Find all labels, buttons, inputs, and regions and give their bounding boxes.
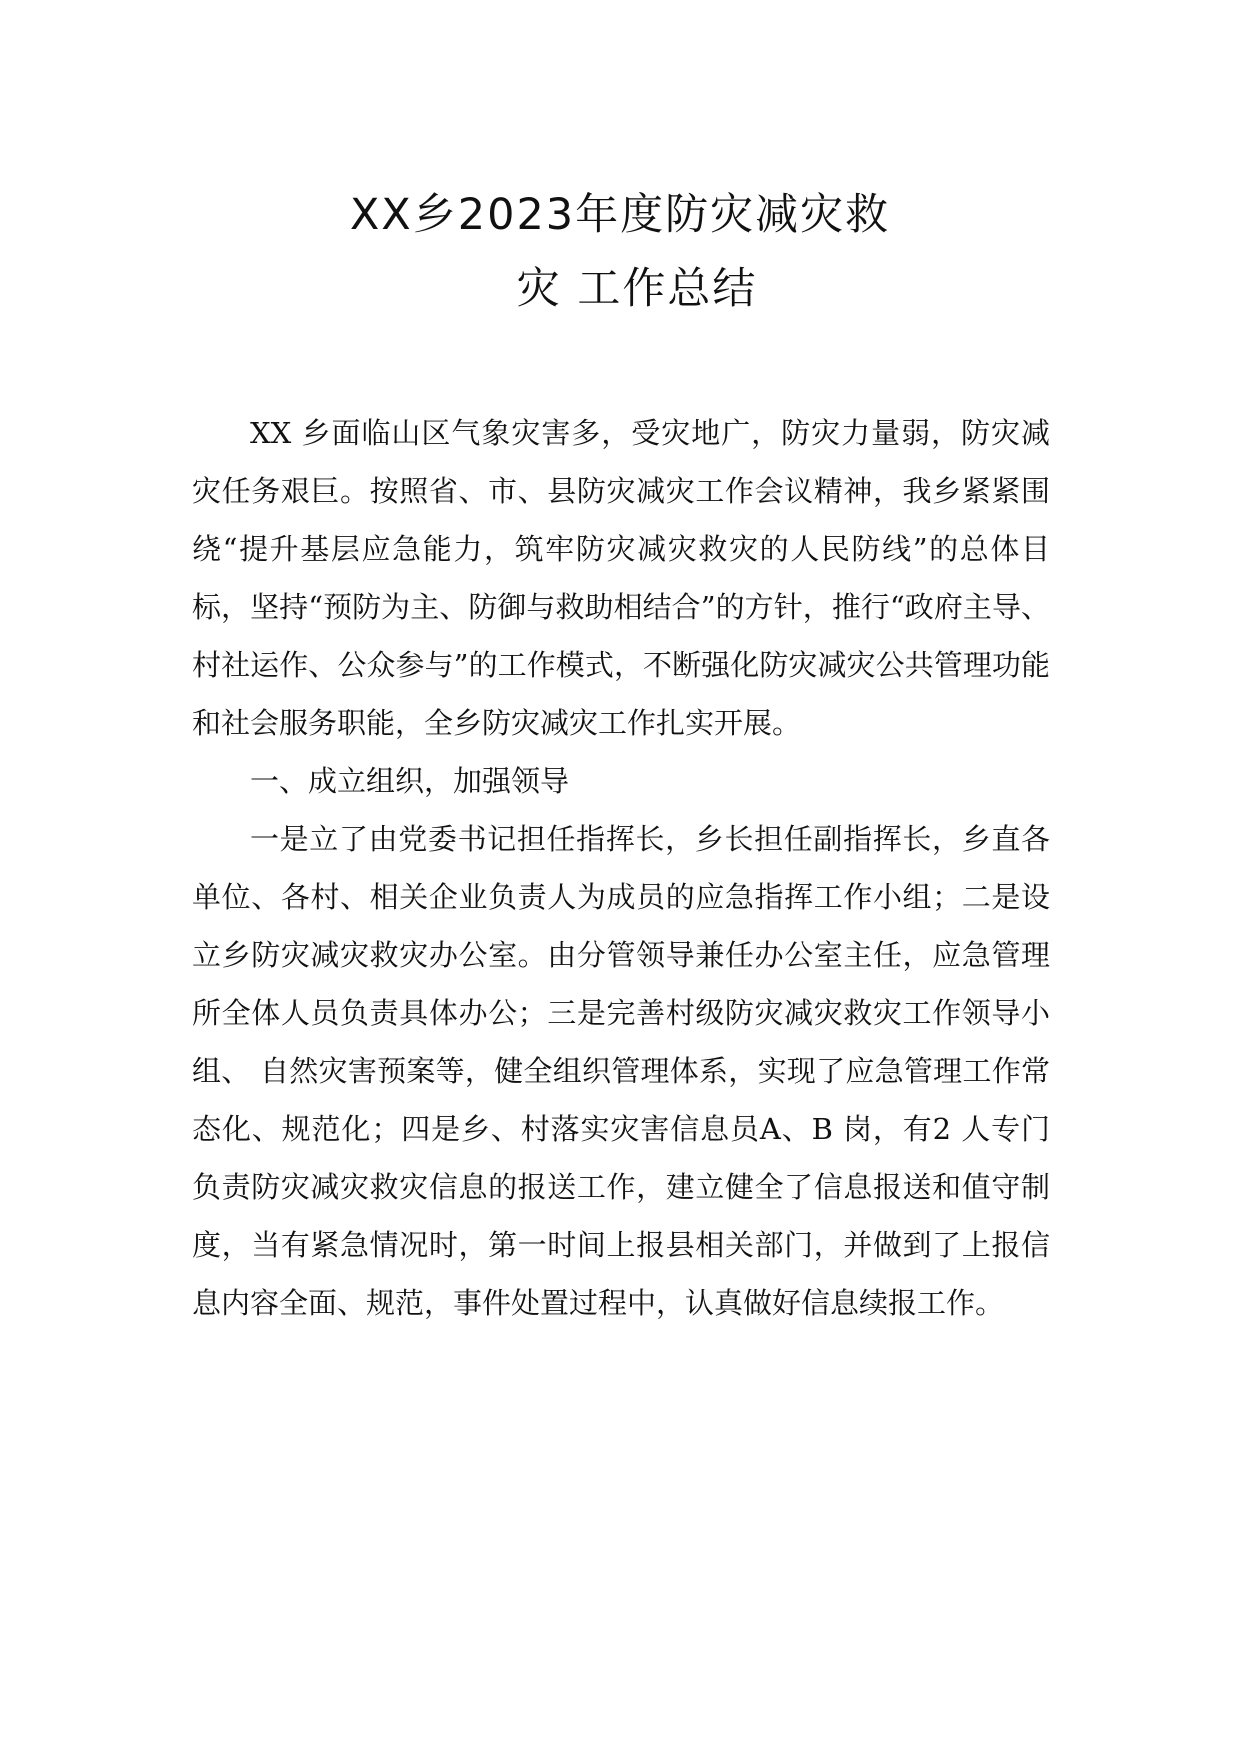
intro-paragraph: XX 乡面临山区气象灾害多，受灾地广，防灾力量弱，防灾减灾任务艰巨。按照省、市、县防灾减灾工作会议精神，我乡紧紧围绕“提升基层应急能力，筑牢防灾减灾救灾的人民防线”的总体目标，坚持“预防为主、防御与救助相结合”的方针，推行“政府主导、村社运作、公众参与”的工作模式，不断强化防灾减灾公共管理功能和社会服务职能，全乡防灾减灾工作扎实开展。 [192, 416, 1050, 740]
document-body [192, 404, 1050, 1332]
document-title [190, 178, 1050, 326]
title-line-2: 灾 工作总结 [516, 264, 758, 314]
section-heading-1: 一、成立组织，加强领导 [250, 764, 570, 798]
title-line-1: XX乡2023年度防灾减灾救 [349, 190, 891, 240]
section-1-paragraph: 一是立了由党委书记担任指挥长，乡长担任副指挥长，乡直各单位、各村、相关企业负责人为成员的应急指挥工作小组；二是设立乡防灾减灾救灾办公室。由分管领导兼任办公室主任，应急管理所全体人员负责具体办公；三是完善村级防灾减灾救灾工作领导小组、 自然灾害预案等，健全组织管理体系，实现了应急管理工作常态化、规范化；四是乡、村落实灾害信息员A、B 岗，有2 人专门负责防灾减灾救灾信息的报送工作，建立健全了信息报送和值守制度，当有紧急情况时，第一时间上报县相关部门，并做到了上报信息内容全面、规范，事件处置过程中，认真做好信息续报工作。 [192, 822, 1050, 1320]
